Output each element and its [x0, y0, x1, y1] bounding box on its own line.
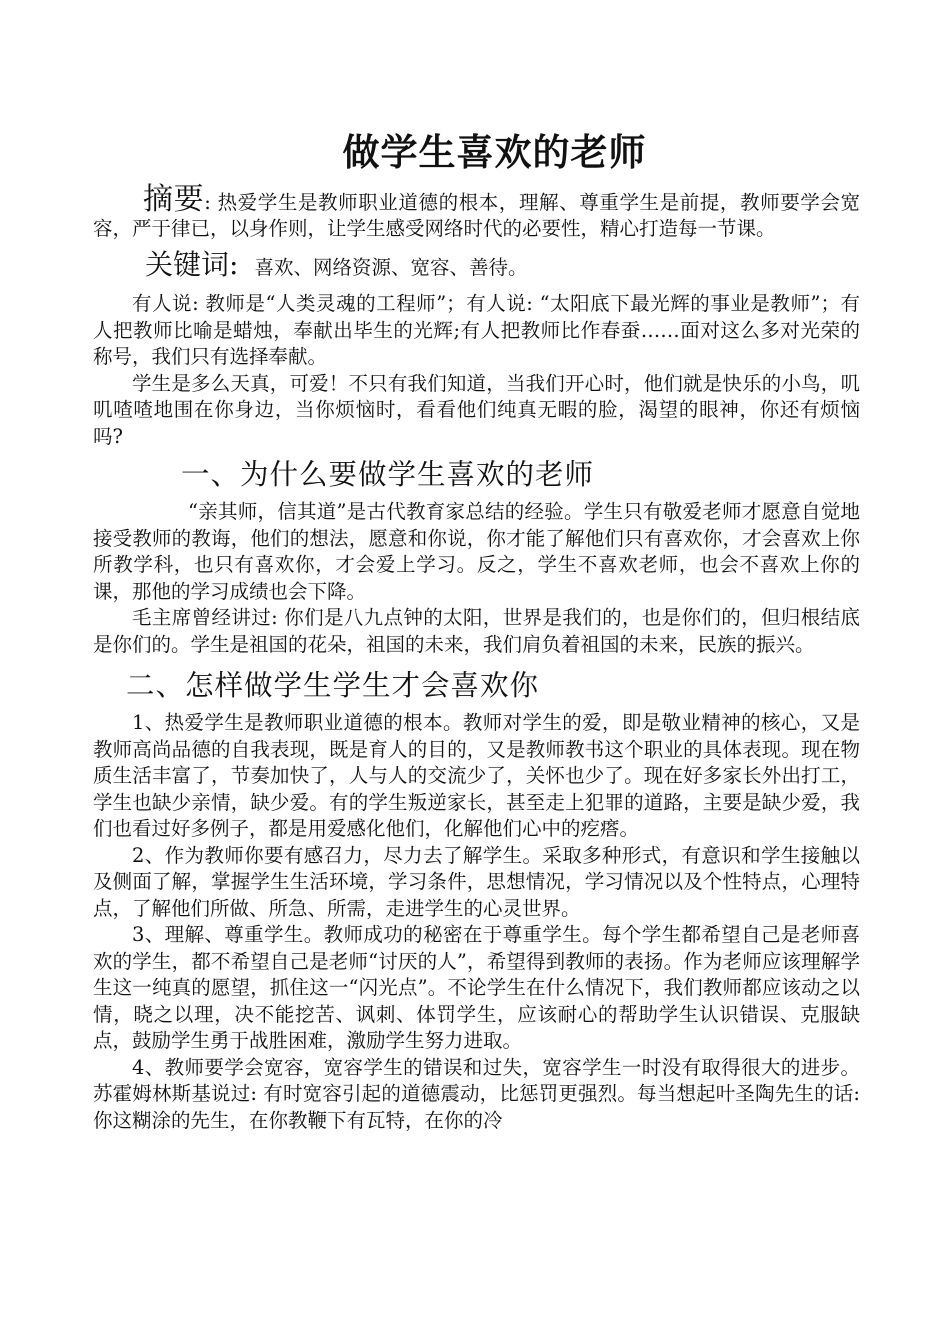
- abstract: [93, 182, 861, 242]
- abstract-label: 摘要: [143, 182, 205, 217]
- section2-paragraph: 2、作为教师你要有感召力，尽力去了解学生。采取多种形式，有意识和学生接触以及侧面了解，掌握学生生活环境，学习条件，思想情况，学习情况以及个性特点，心理特点，了解他们所做、所急、所需，走进学生的心灵世界。: [93, 843, 860, 920]
- abstract-text: : 热爱学生是教师职业道德的根本，理解、尊重学生是前提，教师要学会宽容，严于律已，以身作则，让学生感受网络时代的必要性，精心打造每一节课。: [93, 191, 861, 240]
- intro-paragraph: 有人说: 教师是“人类灵魂的工程师”；有人说: “太阳底下最光辉的事业是教师”；有人把教师比喻是蜡烛，奉献出毕生的光辉;有人把教师比作春蚕……面对这么多对光荣的称号，我们只有选择奉献。: [93, 292, 860, 368]
- keywords-text: 喜欢、网络资源、宽容、善待。: [254, 256, 528, 279]
- section1-paragraph: 毛主席曾经讲过: 你们是八九点钟的太阳，世界是我们的，也是你们的，但归根结底是你们的。学生是祖国的花朵，祖国的未来，我们肩负着祖国的未来，民族的振兴。: [93, 606, 860, 656]
- document-page: [93, 118, 860, 1134]
- keywords-label: 关键词:: [145, 248, 239, 281]
- section1-paragraph: “亲其师，信其道”是古代教育家总结的经验。学生只有敬爱老师才愿意自觉地接受教师的教诲，他们的想法，愿意和你说，你才能了解他们只有喜欢你，才会喜欢上你所教学科，也只有喜欢你，才会爱上学习。反之，学生不喜欢老师，也会不喜欢上你的课，那他的学习成绩也会下降。: [93, 500, 860, 603]
- section2-paragraph: 1、热爱学生是教师职业道德的根本。教师对学生的爱，即是敬业精神的核心，又是教师高尚品德的自我表现，既是育人的目的，又是教师教书这个职业的具体表现。现在物质生活丰富了，节奏加快了，人与人的交流少了，关怀也少了。现在好多家长外出打工，学生也缺少亲情，缺少爱。有的学生叛逆家长，甚至走上犯罪的道路，主要是缺少爱，我们也看过好多例子，都是用爱感化他们，化解他们心中的疙瘩。: [93, 711, 860, 840]
- keywords: [93, 248, 860, 285]
- intro-paragraph: 学生是多么天真，可爱！不只有我们知道，当我们开心时，他们就是快乐的小鸟，叽叽喳喳地围在你身边，当你烦恼时，看看他们纯真无暇的脸，渴望的眼神，你还有烦恼吗?: [93, 371, 860, 448]
- section2-paragraph: 4、教师要学会宽容，宽容学生的错误和过失，宽容学生一时没有取得很大的进步。苏霍姆林斯基说过: 有时宽容引起的道德震动，比惩罚更强烈。每当想起叶圣陶先生的话: 你这糊涂的先生，在你教鞭下有瓦特，在你的冷: [93, 1055, 860, 1132]
- page-title: 做学生喜欢的老师: [342, 130, 647, 174]
- section2-paragraph: 3、理解、尊重学生。教师成功的秘密在于尊重学生。每个学生都希望自己是老师喜欢的学生，都不希望自己是老师“讨厌的人”，希望得到教师的表扬。作为老师应该理解学生这一纯真的愿望，抓住这一“闪光点”。不论学生在什么情况下，我们教师都应该动之以情，晓之以理，决不能挖苦、讽刺、体罚学生，应该耐心的帮助学生认识错误、克服缺点，鼓励学生勇于战胜困难，激励学生努力进取。: [93, 923, 860, 1052]
- section-heading-1: 一、为什么要做学生喜欢的老师: [181, 458, 595, 491]
- section-heading-2: 二、怎样做学生学生才会喜欢你: [126, 669, 540, 702]
